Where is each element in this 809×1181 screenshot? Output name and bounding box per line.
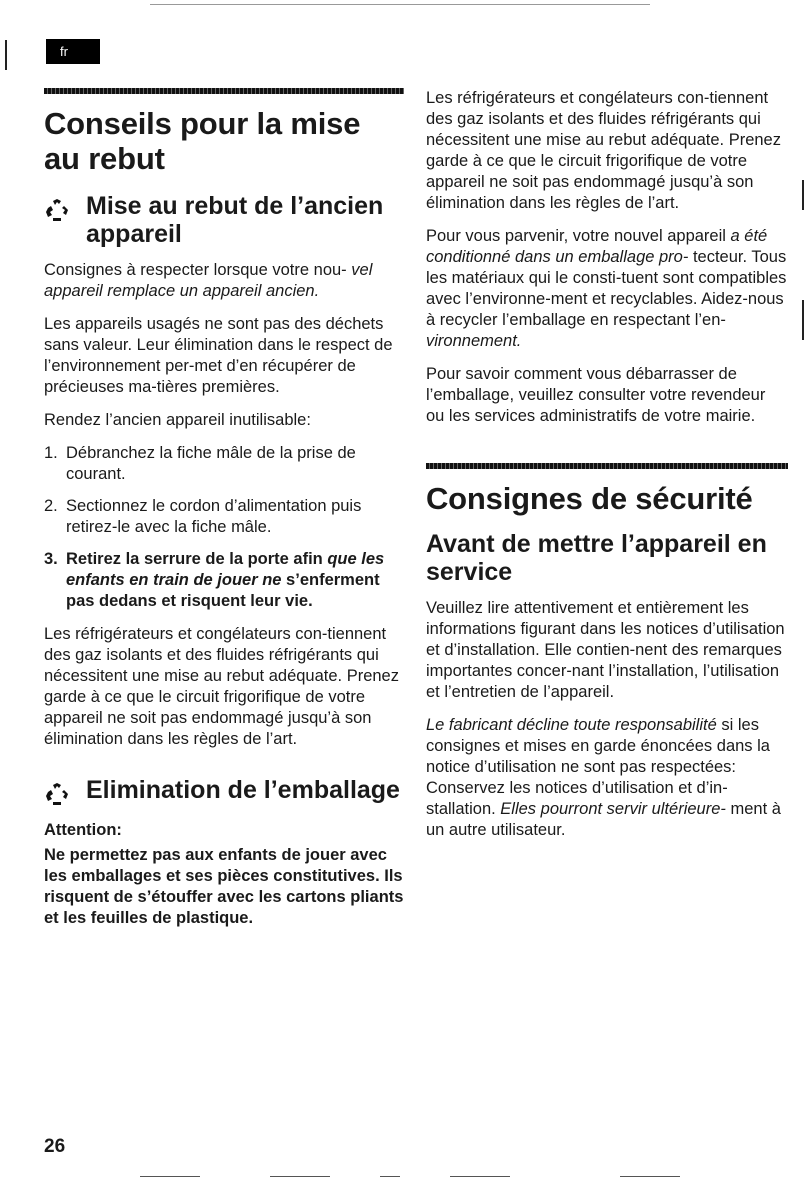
paragraph-liability	[426, 715, 788, 778]
step-text-b: que les enfants en train de jouer ne	[66, 550, 385, 589]
step-text: Sectionnez le cordon d’alimentation puis retirez-le avec la fiche mâle.	[66, 497, 362, 536]
step-text: Débranchez la fiche mâle de la prise de courant.	[66, 444, 356, 483]
step-text-a: Retirez la serrure de la porte afin	[66, 550, 328, 568]
text: Pour vous parvenir, votre nouvel appareil	[426, 227, 731, 245]
step-number: 2.	[44, 497, 58, 515]
text: si les consignes et mises en garde énoncées dans la notice d’utilisation ne sont pas respectées:	[426, 716, 770, 776]
page-title: Conseils pour la mise au rebut	[44, 106, 361, 176]
list-item	[44, 496, 404, 538]
intro-text-italic: vel appareil remplace un appareil ancien.	[44, 261, 373, 300]
text-italic: a été conditionné dans un emballage pro-	[426, 227, 768, 266]
scan-edge-line	[140, 1176, 200, 1177]
scan-edge-line	[270, 1176, 330, 1177]
scan-edge-line	[150, 4, 650, 5]
scan-edge-mark	[802, 180, 804, 210]
step-number: 3.	[44, 550, 58, 568]
paragraph: Les appareils usagés ne sont pas des déchets sans valeur. Leur élimination dans le respect de l’environnement per-met d’en récupérer de précieuses ma-tières premières.	[44, 315, 393, 396]
text-italic: vironnement.	[426, 332, 522, 350]
attention-text: Ne permettez pas aux enfants de jouer avec les emballages et ses pièces constitutives. Ils risquent de s’étouffer avec les cartons pliants et les feuilles de plastique.	[44, 846, 404, 927]
language-badge: fr	[46, 39, 100, 64]
scan-edge-mark	[802, 300, 804, 340]
text-italic: Elles pourront servir ultérieure-	[500, 800, 726, 818]
page-number: 26	[44, 1136, 66, 1157]
section-rule	[426, 463, 788, 469]
section-heading-disposal-old: Mise au rebut de l’ancien appareil	[86, 192, 384, 248]
text: tecteur. Tous les matériaux qui le consti-tuent sont compatibles avec l’environne-ment et recyclables. Aidez-nous à recycler l’emballage en respectant l’en-	[426, 248, 787, 329]
text: Conservez les notices d’utilisation et d’in-stallation.	[426, 779, 728, 818]
section-heading-row	[44, 192, 404, 248]
paragraph-keep-notices	[426, 778, 788, 841]
paragraph: Veuillez lire attentivement et entièrement les informations figurant dans les notices d’utilisation et d’installation. Elle contien-nent des remarques importantes concer-nant l’installation, l’utilisation et l’entretien de l’appareil.	[426, 599, 785, 701]
list-item	[44, 549, 404, 612]
section-heading-packaging: Elimination de l’emballage	[86, 776, 400, 804]
scan-edge-line	[620, 1176, 680, 1177]
section-heading-row	[44, 776, 404, 806]
text-italic: Le fabricant décline toute responsabilité	[426, 716, 717, 734]
scan-edge-line	[380, 1176, 400, 1177]
step-text-c: s’enferment pas dedans et risquent leur vie.	[66, 571, 380, 610]
steps-list	[44, 443, 404, 612]
scan-edge-line	[450, 1176, 510, 1177]
right-column	[426, 88, 788, 853]
text: ment à un autre utilisateur.	[426, 800, 781, 839]
paragraph-intro	[44, 260, 404, 302]
paragraph: Pour savoir comment vous débarrasser de l’emballage, veuillez consulter votre revendeur ou les services administratifs de votre mairie.	[426, 365, 766, 425]
step-number: 1.	[44, 444, 58, 462]
left-column	[44, 88, 404, 929]
scan-edge-mark	[5, 40, 7, 70]
paragraph: Les réfrigérateurs et congélateurs con-tiennent des gaz isolants et des fluides réfrigérants qui nécessitent une mise au rebut adéquate. Prenez garde à ce que le circuit frigorifique de votre appareil ne soit pas endommagé jusqu’à son élimination dans les règles de l’art.	[426, 89, 781, 212]
safety-title: Consignes de sécurité	[426, 481, 753, 516]
section-rule	[44, 88, 404, 94]
paragraph: Les réfrigérateurs et congélateurs con-tiennent des gaz isolants et des fluides réfrigérants qui nécessitent une mise au rebut adéquate. Prenez garde à ce que le circuit frigorifique de votre appareil ne soit pas endommagé jusqu’à son élimination dans les règles de l’art.	[44, 625, 399, 748]
recycle-icon	[44, 198, 70, 222]
recycle-icon	[44, 782, 70, 806]
paragraph: Rendez l’ancien appareil inutilisable:	[44, 411, 311, 429]
intro-text: Consignes à respecter lorsque votre nou-	[44, 261, 347, 279]
list-item	[44, 443, 404, 485]
step-text	[66, 549, 404, 612]
section-heading-before-use: Avant de mettre l’appareil en service	[426, 530, 767, 586]
attention-label: Attention:	[44, 821, 122, 839]
paragraph-packaging	[426, 226, 788, 352]
